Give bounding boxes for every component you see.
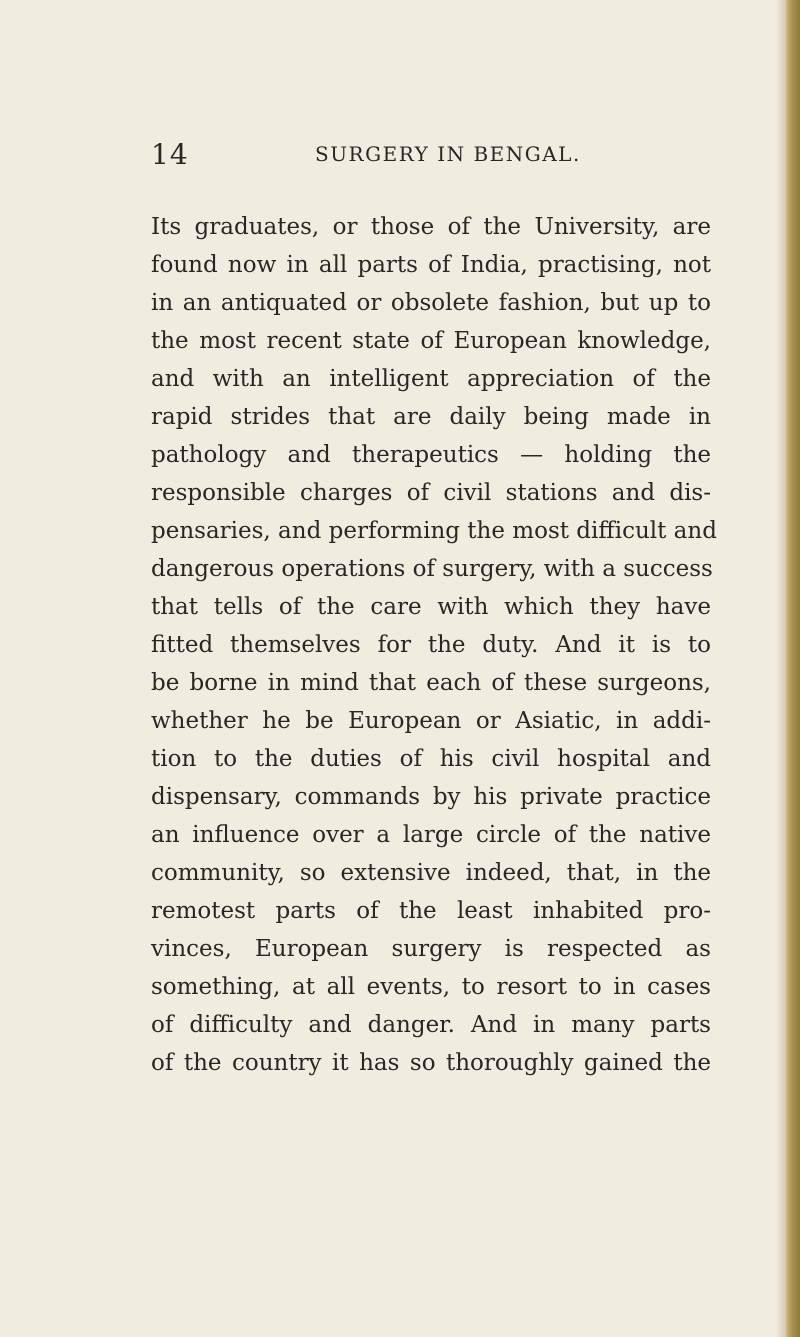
text-line: rapid strides that are daily being made in bbox=[151, 404, 711, 430]
text-line: dispensary, commands by his private practice bbox=[151, 784, 711, 810]
text-line: be borne in mind that each of these surgeons, bbox=[151, 670, 711, 696]
text-line: whether he be European or Asiatic, in addi- bbox=[151, 708, 711, 734]
text-line: dangerous operations of surgery, with a success bbox=[151, 556, 713, 582]
page-edge bbox=[786, 0, 800, 1337]
body-text bbox=[151, 208, 717, 1082]
text-line: the most recent state of European knowledge, bbox=[151, 328, 711, 354]
text-line: Its graduates, or those of the University, are bbox=[151, 214, 711, 240]
page-edge-shadow bbox=[776, 0, 786, 1337]
text-line: fitted themselves for the duty. And it is to bbox=[151, 632, 711, 658]
text-line: remotest parts of the least inhabited pro- bbox=[151, 898, 711, 924]
running-head bbox=[151, 138, 731, 178]
text-line: tion to the duties of his civil hospital and bbox=[151, 746, 711, 772]
running-title: SURGERY IN BENGAL. bbox=[315, 142, 581, 166]
text-line: responsible charges of civil stations and dis- bbox=[151, 480, 711, 506]
text-line: community, so extensive indeed, that, in the bbox=[151, 860, 711, 886]
text-line: something, at all events, to resort to in cases bbox=[151, 974, 711, 1000]
text-line: and with an intelligent appreciation of the bbox=[151, 366, 711, 392]
page-number: 14 bbox=[151, 138, 189, 171]
text-line: pensaries, and performing the most difficult and bbox=[151, 518, 717, 544]
text-line: of the country it has so thoroughly gained the bbox=[151, 1050, 711, 1076]
text-line: of difficulty and danger. And in many parts bbox=[151, 1012, 711, 1038]
text-line: in an antiquated or obsolete fashion, but up to bbox=[151, 290, 711, 316]
text-line: vinces, European surgery is respected as bbox=[151, 936, 711, 962]
text-line: found now in all parts of India, practising, not bbox=[151, 252, 711, 278]
text-line: that tells of the care with which they have bbox=[151, 594, 711, 620]
text-line: pathology and therapeutics — holding the bbox=[151, 442, 711, 468]
text-line: an influence over a large circle of the native bbox=[151, 822, 711, 848]
